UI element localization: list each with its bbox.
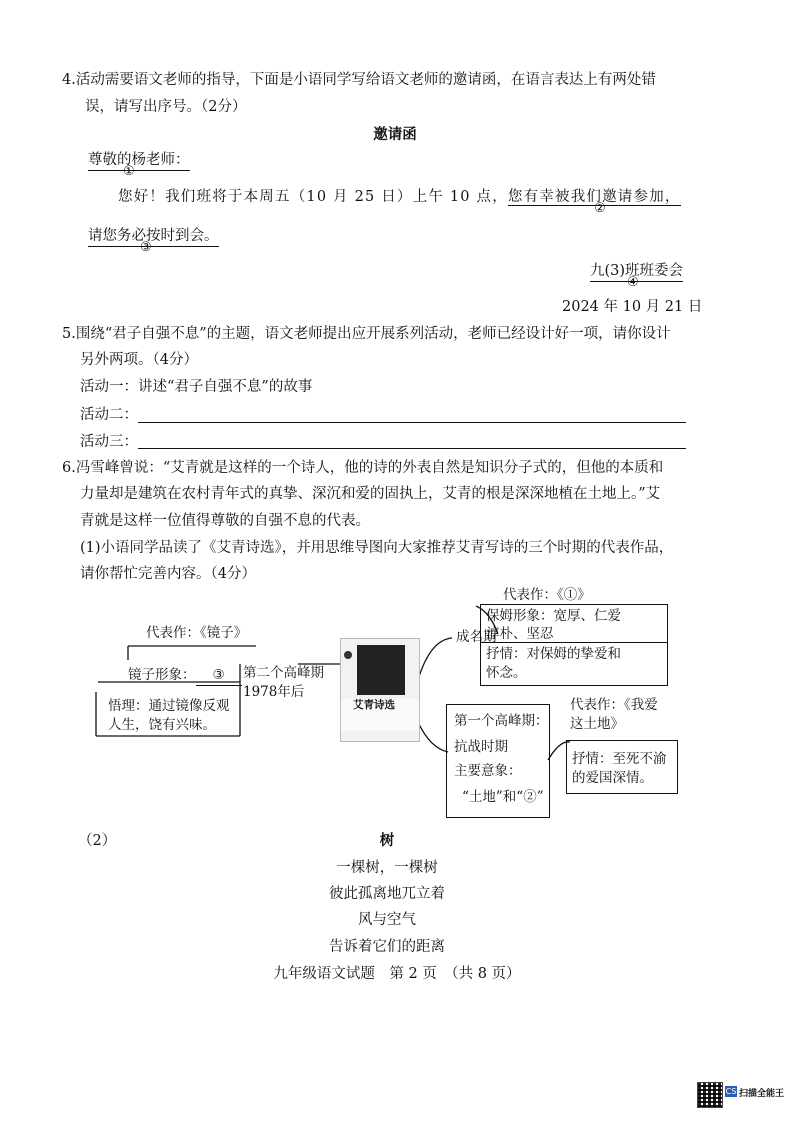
second-peak-year: 1978年后 [243, 684, 305, 700]
poem-title: 树 [379, 832, 395, 849]
page-footer: 九年级语文试题 第 2 页 （共 8 页） [273, 966, 521, 982]
poem-line-1: 一棵树，一棵树 [336, 860, 438, 876]
book-cover-image [340, 638, 420, 742]
first-peak-work-1: 代表作：《我爱 [570, 697, 658, 713]
second-peak-work: 代表作：《镜子》 [146, 625, 248, 641]
mark-1: ① [123, 164, 135, 179]
fame-image-2: 淳朴、坚忍 [486, 626, 554, 642]
first-peak-feeling-1: 抒情：至死不渝 [572, 751, 667, 767]
second-peak-lesson-1: 悟理：通过镜像反观 [108, 698, 230, 714]
q5-stem-line1: 5.围绕“君子自强不息”的主题，语文老师提出应开展系列活动，老师已经设计好一项，请你设计 [62, 326, 671, 342]
second-peak-lesson-2: 人生，饶有兴味。 [108, 717, 216, 733]
first-peak-title: 第一个高峰期： [454, 713, 549, 729]
letter-signature: 九(3)班班委会 [590, 261, 683, 282]
q6-stem-line3: 青就是这样一位值得尊敬的自强不息的代表。 [80, 513, 370, 529]
q6-sub1-line2: 请你帮忙完善内容。（4分） [80, 566, 256, 582]
q4-stem-line2: 误，请写出序号。（2分） [85, 99, 247, 115]
letter-salutation: 尊敬的杨老师： [88, 150, 190, 171]
q5-stem-line2: 另外两项。（4分） [80, 352, 198, 368]
first-peak-feeling-2: 的爱国深情。 [572, 770, 653, 786]
fame-image-1: 保姆形象：宽厚、仁爱 [486, 608, 621, 624]
activity-3-label: 活动三： [80, 434, 138, 450]
q6-stem-line1: 6.冯雪峰曾说：“艾青就是这样的一个诗人，他的诗的外表自然是知识分子式的，但他的本质和 [62, 460, 664, 476]
book-title: 艾青诗选 [353, 699, 395, 711]
poem-line-4: 告诉着它们的距离 [329, 939, 445, 955]
fame-feeling-2: 怀念。 [486, 665, 527, 681]
letter-title: 邀请函 [373, 126, 417, 143]
first-peak-era: 抗战时期 [454, 739, 508, 755]
fame-period-label: 成名期 [456, 629, 497, 645]
fame-feeling-1: 抒情：对保姆的挚爱和 [486, 646, 621, 662]
activity-2-label: 活动二： [80, 407, 138, 423]
scanner-logo-icon: CS [725, 1087, 737, 1096]
letter-body-part2: 您有幸被我们邀请参加， [507, 189, 681, 205]
q6-sub1-line1: (1)小语同学品读了《艾青诗选》，并用思维导图向大家推荐艾青写诗的三个时期的代表作品， [80, 540, 674, 556]
letter-body-part1: 您好！我们班将于本周五（10 月 25 日）上午 10 点， [118, 189, 508, 205]
qr-code-icon [697, 1082, 723, 1108]
letter-date: 2024 年 10 月 21 日 [562, 299, 703, 315]
second-peak-title: 第二个高峰期 [243, 665, 324, 681]
blank-3: ③ [196, 666, 242, 686]
scanner-brand: 扫描全能王 [739, 1089, 785, 1099]
letter-body-line2: 请您务必按时到会。 [88, 226, 219, 247]
cover-dot [344, 651, 352, 659]
poem-line-2: 彼此孤离地兀立着 [329, 886, 445, 902]
fame-work: 代表作：《①》 [503, 587, 591, 603]
second-peak-image [128, 666, 242, 686]
mark-2: ② [594, 201, 606, 216]
mark-3: ③ [140, 240, 152, 255]
cover-art [357, 645, 405, 695]
second-peak-image-label: 镜子形象： [128, 667, 196, 683]
first-peak-work-2: 这土地》 [570, 716, 624, 732]
mark-4: ④ [627, 275, 639, 290]
activity-1: 活动一：讲述“君子自强不息”的故事 [80, 379, 313, 395]
q6-stem-line2: 力量却是建筑在农村青年式的真挚、深沉和爱的固执上，艾青的根是深深地植在土地上。”艾 [80, 486, 661, 502]
first-peak-imagery: 主要意象： [454, 763, 522, 779]
q4-stem-line1: 4.活动需要语文老师的指导，下面是小语同学写给语文老师的邀请函，在语言表达上有两处错 [62, 72, 656, 88]
poem-line-3: 风与空气 [358, 912, 416, 928]
sub2-label: （2） [78, 833, 117, 849]
first-peak-items: “土地”和“②” [462, 789, 544, 805]
